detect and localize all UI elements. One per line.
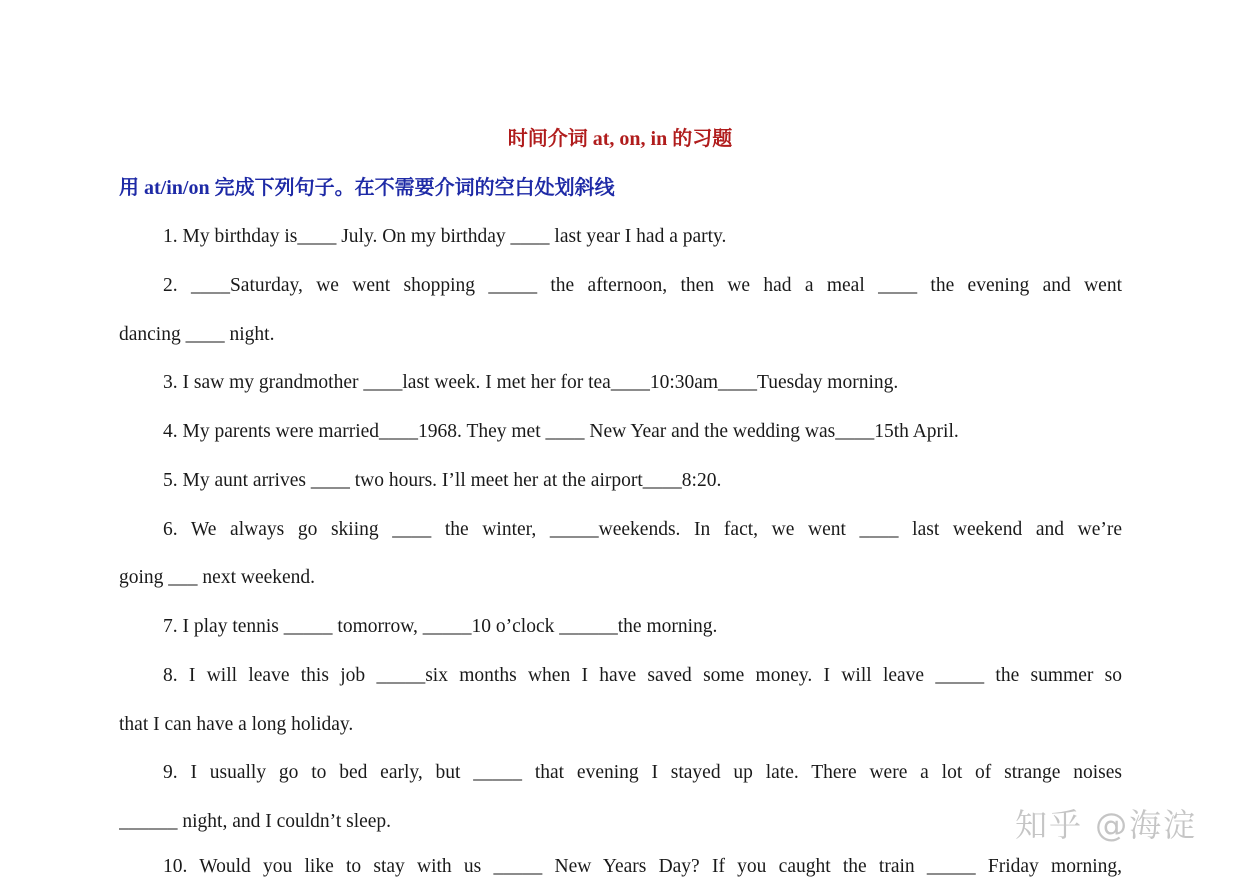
exercise-item-7: 7. I play tennis _____ tomorrow, _____10 o’clock ______the morning. xyxy=(163,616,718,637)
exercise-item-4: 4. My parents were married____1968. They met ____ New Year and the wedding was____15th April. xyxy=(163,421,959,442)
exercise-item-3: 3. I saw my grandmother ____last week. I met her for tea____10:30am____Tuesday morning. xyxy=(163,372,899,393)
exercise-item-2-continued: dancing ____ night. xyxy=(119,324,275,345)
exercise-item-8: 8. I will leave this job _____six months when I have saved some money. I will leave _____ the summer so xyxy=(163,665,1122,686)
exercise-item-2: 2. ____Saturday, we went shopping _____ the afternoon, then we had a meal ____ the evening and went xyxy=(163,275,1122,296)
exercise-item-6: 6. We always go skiing ____ the winter, _____weekends. In fact, we went ____ last weekend and we’re xyxy=(163,519,1122,540)
exercise-instruction: 用 at/in/on 完成下列句子。在不需要介词的空白处划斜线 xyxy=(119,177,615,199)
exercise-item-5: 5. My aunt arrives ____ two hours. I’ll meet her at the airport____8:20. xyxy=(163,470,722,491)
exercise-item-10: 10. Would you like to stay with us _____ New Years Day? If you caught the train _____ Friday morning, xyxy=(163,856,1122,877)
watermark-text: 知乎 @海淀 xyxy=(1015,806,1198,844)
exercise-item-9-continued: ______ night, and I couldn’t sleep. xyxy=(119,811,392,832)
exercise-item-6-continued: going ___ next weekend. xyxy=(119,567,316,588)
exercise-item-8-continued: that I can have a long holiday. xyxy=(119,714,354,735)
exercise-item-1: 1. My birthday is____ July. On my birthday ____ last year I had a party. xyxy=(163,226,727,247)
exercise-item-9: 9. I usually go to bed early, but _____ that evening I stayed up late. There were a lot of strange noises xyxy=(163,762,1122,783)
document-title: 时间介词 at, on, in 的习题 xyxy=(507,128,733,150)
